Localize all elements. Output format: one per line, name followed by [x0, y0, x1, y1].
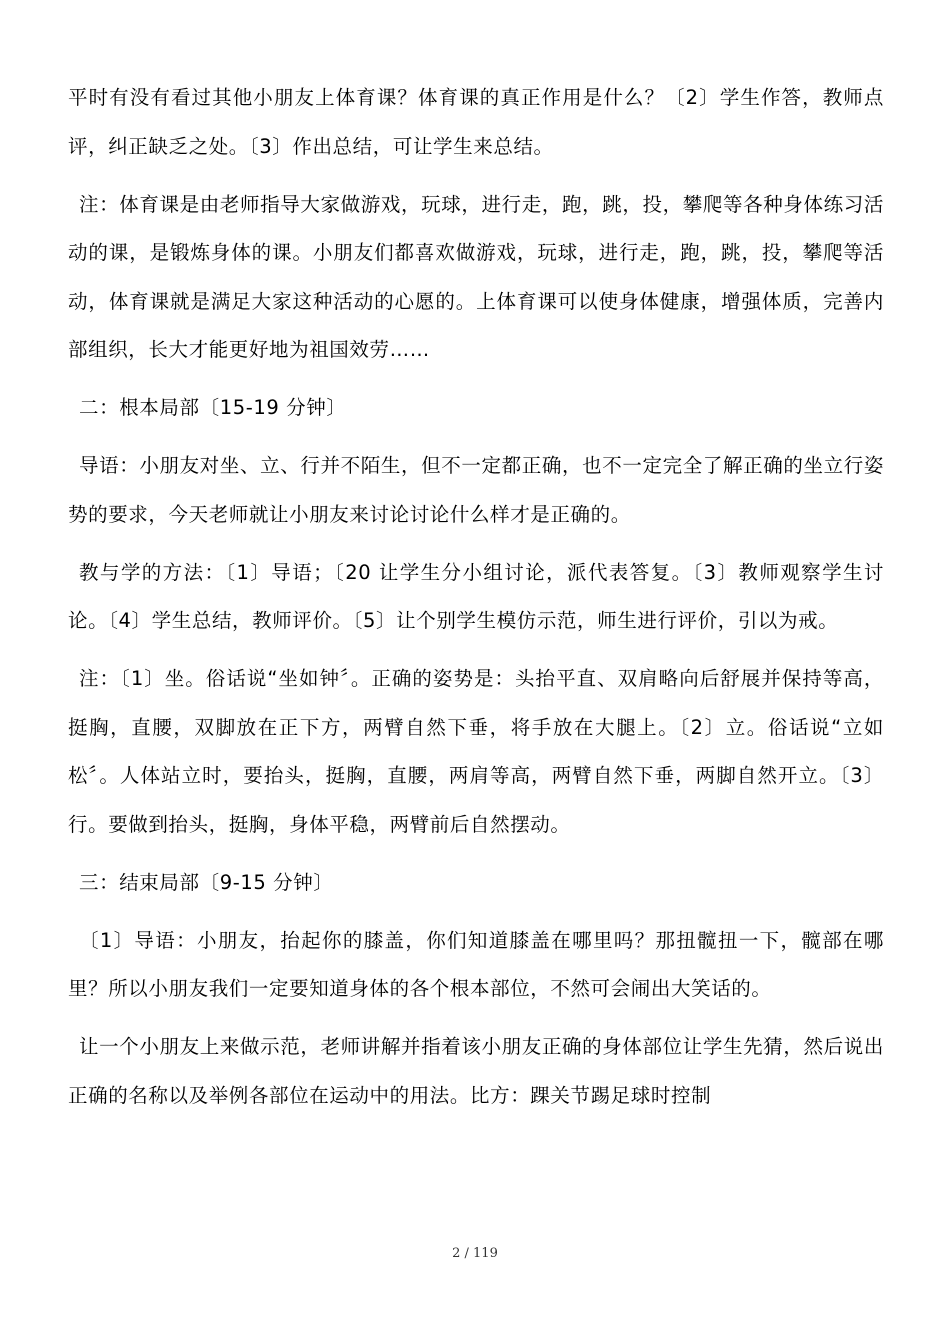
paragraph-demonstration: 让一个小朋友上来做示范，老师讲解并指着该小朋友正确的身体部位让学生先猜，然后说出正确的名称以及举例各部位在运动中的用法。比方：踝关节踢足球时控制	[68, 1035, 884, 1107]
paragraph-1: 平时有没有看过其他小朋友上体育课？体育课的真正作用是什么？〔2〕学生作答，教师点评，纠正缺乏之处。〔3〕作出总结，可让学生来总结。	[68, 86, 884, 158]
document-page	[68, 74, 884, 1130]
paragraph-closing-intro: 〔1〕导语：小朋友，抬起你的膝盖，你们知道膝盖在哪里吗？那扭髋扭一下，髋部在哪里？所以小朋友我们一定要知道身体的各个根本部位，不然可会闹出大笑话的。	[68, 928, 884, 1000]
paragraph-intro: 导语：小朋友对坐、立、行并不陌生，但不一定都正确，也不一定完全了解正确的坐立行姿势的要求，今天老师就让小朋友来讨论讨论什么样才是正确的。	[68, 454, 884, 526]
paragraph-teaching-methods: 教与学的方法：〔1〕导语；〔20 让学生分小组讨论，派代表答复。〔3〕教师观察学生讨论。〔4〕学生总结，教师评价。〔5〕让个别学生模仿示范，师生进行评价，引以为戒。	[68, 560, 884, 632]
section-heading-main-part: 二：根本局部〔15-19 分钟〕	[79, 396, 347, 419]
paragraph-note-posture: 注：〔1〕坐。俗话说“坐如钟〞。正确的姿势是：头抬平直、双肩略向后舒展并保持等高，挺胸，直腰，双脚放在正下方，两臂自然下垂，将手放在大腿上。〔2〕立。俗话说“立如松〞。人体站立时，要抬头，挺胸，直腰，两肩等高，两臂自然下垂，两脚自然开立。〔3〕行。要做到抬头，挺胸，身体平稳，两臂前后自然摆动。	[68, 667, 884, 836]
paragraph-note-pe-class: 注：体育课是由老师指导大家做游戏，玩球，进行走，跑，跳，投，攀爬等各种身体练习活动的课，是锻炼身体的课。小朋友们都喜欢做游戏，玩球，进行走，跑，跳，投，攀爬等活动，体育课就是满足大家这种活动的心愿的。上体育课可以使身体健康，增强体质，完善内部组织，长大才能更好地为祖国效劳……	[68, 192, 884, 361]
section-heading-closing-part: 三：结束局部〔9-15 分钟〕	[79, 870, 334, 894]
page-number: 2 / 119	[452, 1246, 498, 1261]
